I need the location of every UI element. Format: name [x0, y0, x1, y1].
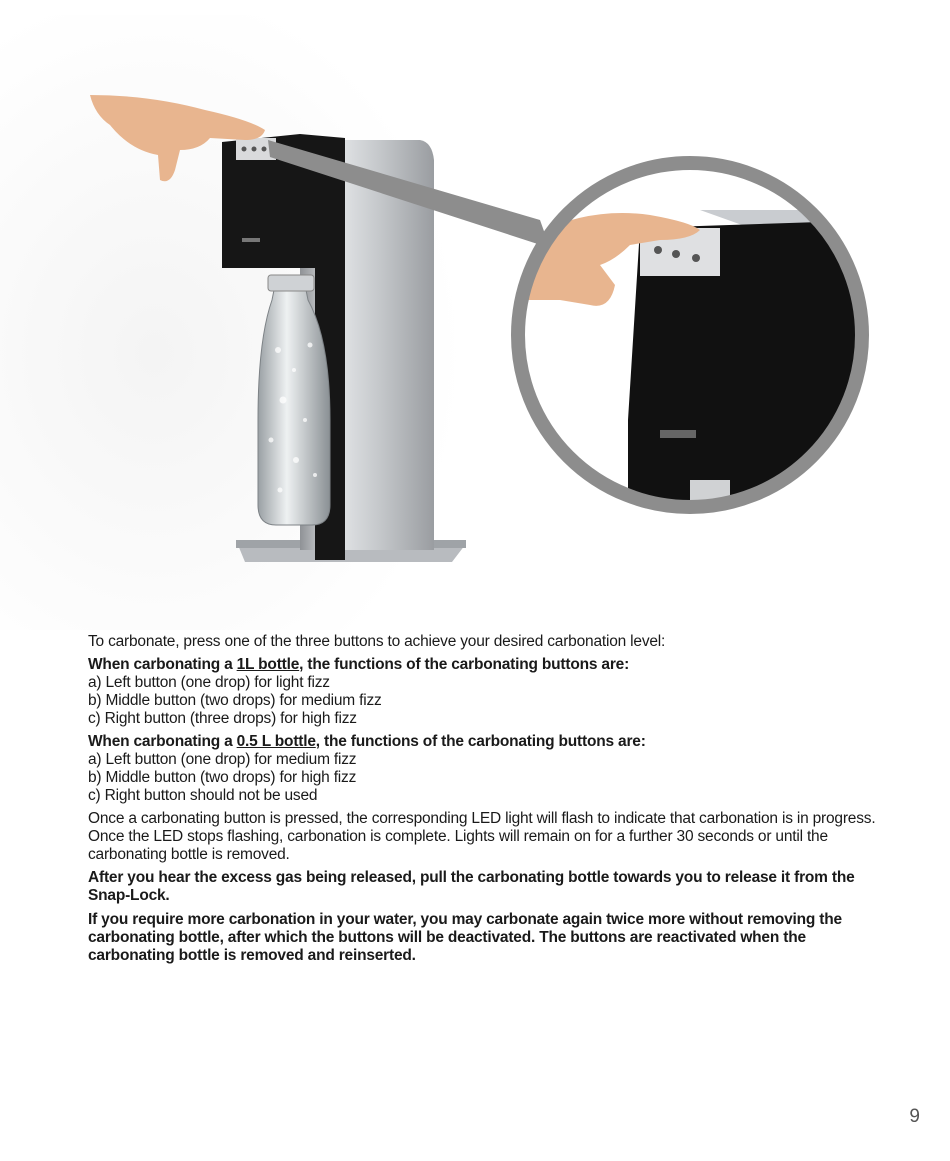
- intro-text: To carbonate, press one of the three buttons to achieve your desired carbonation level:: [88, 633, 666, 650]
- list-item: b) Middle button (two drops) for medium fizz: [88, 692, 382, 709]
- section-1l-heading: [88, 656, 878, 674]
- section-05l-heading: [88, 733, 878, 751]
- heading-prefix: When carbonating a: [88, 656, 237, 673]
- list-item: a) Left button (one drop) for light fizz: [88, 674, 330, 691]
- heading-suffix: , the functions of the carbonating buttons are:: [315, 733, 646, 750]
- more-carbonation-paragraph: If you require more carbonation in your water, you may carbonate again twice more without removing the carbonating bottle, after which the buttons will be deactivated. The buttons are reactivated when the carbonating bottle is removed and reinserted.: [88, 911, 842, 964]
- list-item: a) Left button (one drop) for medium fizz: [88, 751, 357, 768]
- list-item: c) Right button (three drops) for high fizz: [88, 710, 357, 727]
- bottle-size-05l: 0.5 L bottle: [236, 733, 316, 750]
- bottle-size-1l: 1L bottle: [236, 656, 300, 673]
- page-number: 9: [909, 1106, 920, 1127]
- list-item: b) Middle button (two drops) for high fizz: [88, 769, 357, 786]
- instructions-text: [88, 633, 878, 971]
- heading-suffix: , the functions of the carbonating buttons are:: [299, 656, 630, 673]
- list-item: c) Right button should not be used: [88, 787, 318, 804]
- section-05l-bottle: [88, 733, 878, 805]
- section-1l-bottle: [88, 656, 878, 728]
- release-paragraph: After you hear the excess gas being released, pull the carbonating bottle towards you to release it from the Snap-Lock.: [88, 869, 855, 904]
- photo-background: [0, 15, 515, 630]
- heading-prefix: When carbonating a: [88, 733, 237, 750]
- led-paragraph: Once a carbonating button is pressed, the corresponding LED light will flash to indicate that carbonation is in progress. Once the LED stops flashing, carbonation is complete. Lights will remain on for a further 30 seconds or until the carbonating bottle is removed.: [88, 810, 876, 863]
